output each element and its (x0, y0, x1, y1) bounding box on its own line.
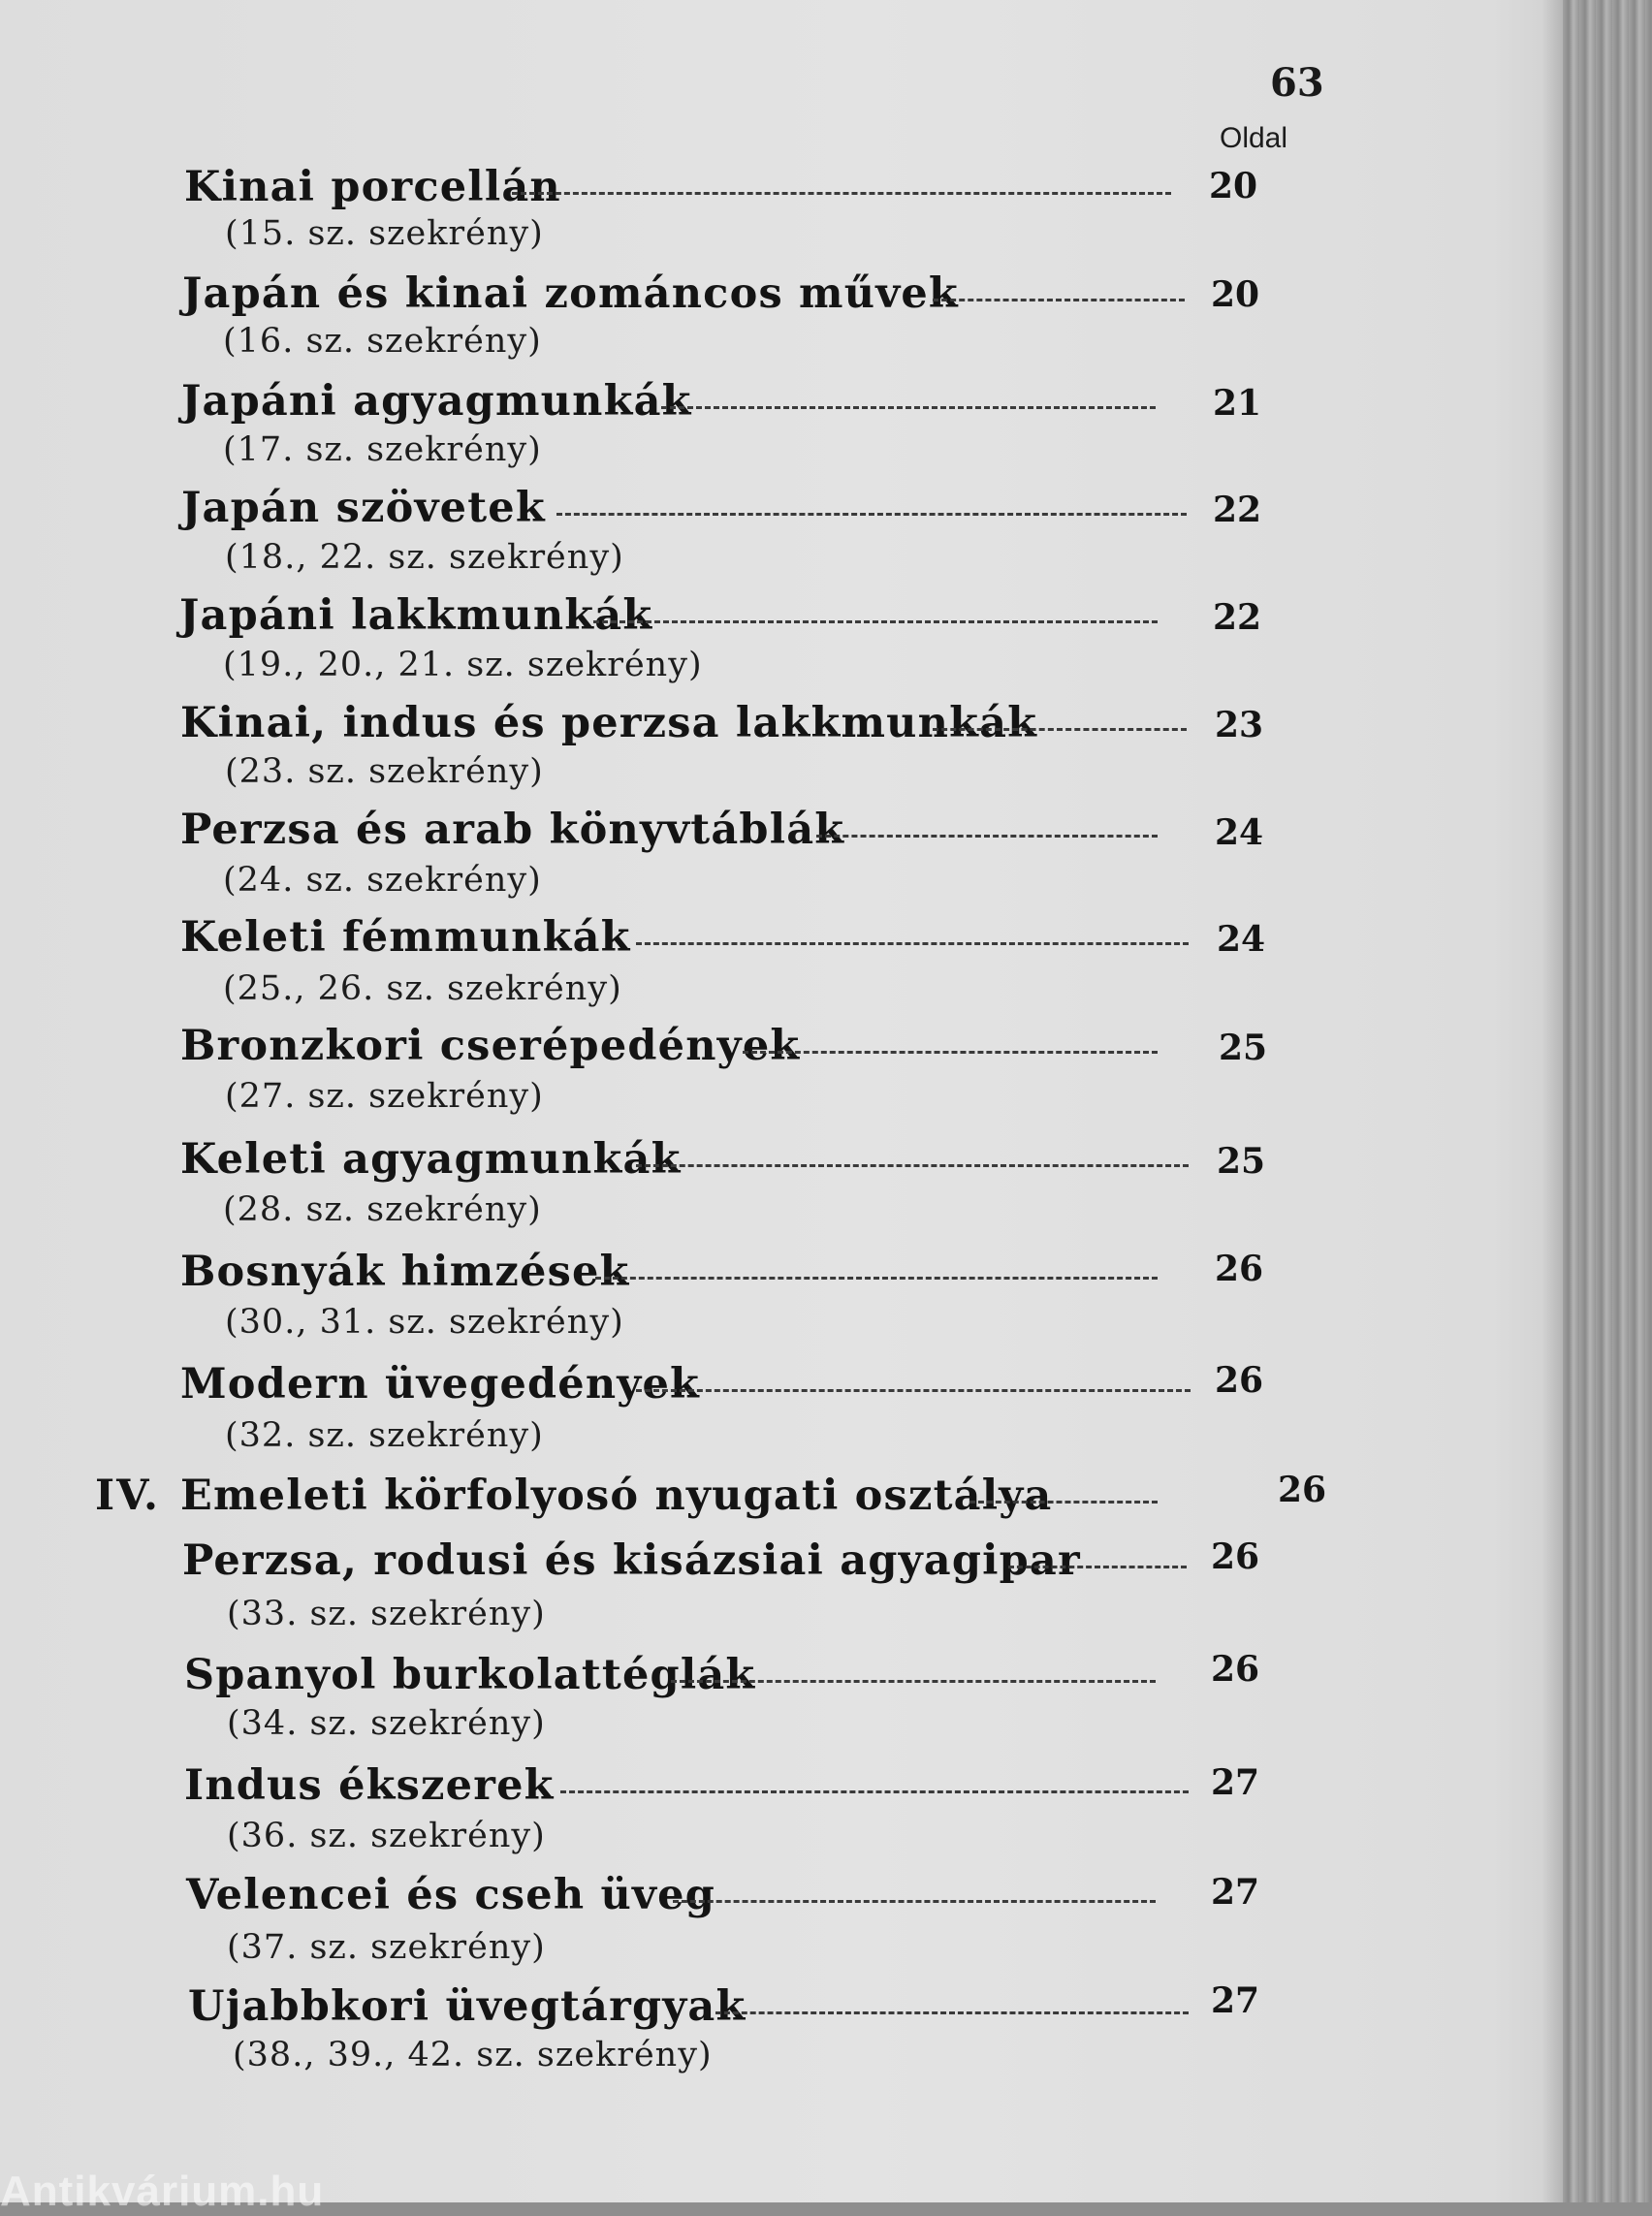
toc-entry-cabinet: (24. sz. szekrény) (223, 861, 542, 900)
dot-leader (661, 406, 1156, 409)
toc-entry-page: 22 (1213, 490, 1262, 530)
toc-entry-page: 26 (1215, 1249, 1264, 1289)
toc-entry-title: Spanyol burkolattéglák (184, 1651, 756, 1699)
dot-leader (933, 299, 1185, 301)
toc-entry-page: 20 (1209, 166, 1258, 206)
toc-entry-page: 24 (1215, 812, 1264, 853)
toc-entry-title: Bosnyák himzések (180, 1248, 630, 1296)
toc-entry-page: 27 (1211, 1762, 1260, 1803)
toc-entry-cabinet: (23. sz. szekrény) (225, 752, 544, 791)
toc-entry-cabinet: (15. sz. szekrény) (225, 214, 544, 253)
dot-leader (671, 1680, 1156, 1683)
toc-entry-title: Kinai, indus és perzsa lakkmunkák (180, 699, 1038, 747)
dot-leader (933, 728, 1187, 731)
section-title: Emeleti körfolyosó nyugati osztálya (180, 1472, 1053, 1520)
dot-leader (636, 942, 1189, 945)
toc-entry-title: Keleti agyagmunkák (180, 1135, 682, 1184)
toc-entry-title: Indus ékszerek (184, 1761, 555, 1810)
toc-entry-page: 26 (1211, 1536, 1260, 1577)
dot-leader (556, 513, 1187, 516)
page-number: 63 (1270, 60, 1324, 106)
toc-entry-cabinet: (28. sz. szekrény) (223, 1190, 542, 1229)
toc-entry-page: 26 (1215, 1360, 1264, 1401)
toc-entry-page: 22 (1213, 597, 1262, 638)
toc-entry-title: Japán és kinai zománcos művek (182, 269, 959, 318)
dot-leader (560, 1790, 1189, 1793)
toc-entry-cabinet: (36. sz. szekrény) (227, 1817, 546, 1855)
toc-entry-title: Japán szövetek (181, 484, 546, 532)
toc-entry-title: Kinai porcellán (184, 163, 561, 211)
dot-leader (743, 1051, 1158, 1054)
dot-leader (593, 620, 1158, 623)
toc-entry-title: Japáni lakkmunkák (179, 591, 653, 640)
toc-entry-cabinet: (38., 39., 42. sz. szekrény) (233, 2036, 713, 2074)
toc-entry-page: 25 (1217, 1141, 1266, 1182)
dot-leader (636, 1389, 1191, 1392)
toc-entry-page: 27 (1211, 1980, 1260, 2021)
dot-leader (969, 1501, 1158, 1504)
toc-entry-cabinet: (19., 20., 21. sz. szekrény) (223, 646, 703, 684)
book-page-edges (1563, 0, 1652, 2202)
dot-leader (715, 2011, 1189, 2014)
toc-entry-cabinet: (30., 31. sz. szekrény) (225, 1303, 624, 1342)
dot-leader (636, 1164, 1189, 1167)
watermark: Antikvárium.hu (0, 2168, 325, 2215)
toc-entry-cabinet: (17. sz. szekrény) (223, 430, 542, 469)
toc-entry-page: 26 (1211, 1649, 1260, 1690)
toc-entry-cabinet: (18., 22. sz. szekrény) (225, 538, 624, 577)
toc-entry-page: 21 (1213, 383, 1262, 424)
toc-entry-page: 23 (1215, 705, 1264, 745)
toc-entry-title: Perzsa és arab könyvtáblák (180, 806, 845, 854)
toc-entry-title: Modern üvegedények (180, 1360, 701, 1409)
toc-entry-cabinet: (32. sz. szekrény) (225, 1416, 544, 1455)
dot-leader (673, 1900, 1156, 1903)
toc-entry-title: Perzsa, rodusi és kisázsiai agyagipar (182, 1536, 1081, 1585)
toc-entry-page: 27 (1211, 1872, 1260, 1913)
toc-entry-page: 25 (1219, 1028, 1268, 1068)
toc-entry-page: 20 (1211, 274, 1260, 315)
toc-entry-title: Keleti fémmunkák (180, 913, 631, 962)
toc-entry-cabinet: (16. sz. szekrény) (223, 322, 542, 361)
toc-entry-title: Japáni agyagmunkák (181, 377, 692, 426)
dot-leader (512, 192, 1171, 195)
toc-entry-cabinet: (27. sz. szekrény) (225, 1077, 544, 1116)
toc-entry-title: Velencei és cseh üveg (186, 1871, 715, 1919)
toc-entry-cabinet: (34. sz. szekrény) (227, 1704, 546, 1743)
toc-entry-title: Bronzkori cserépedények (180, 1022, 801, 1070)
page-column-header: Oldal (1220, 122, 1288, 154)
toc-entry-cabinet: (37. sz. szekrény) (227, 1928, 546, 1967)
toc-entry-cabinet: (33. sz. szekrény) (227, 1595, 546, 1633)
toc-entry-title: Ujabbkori üvegtárgyak (188, 1982, 747, 2031)
toc-entry-cabinet: (25., 26. sz. szekrény) (223, 969, 622, 1008)
section-page: 26 (1278, 1470, 1327, 1510)
dot-leader (1008, 1566, 1187, 1568)
dot-leader (595, 1277, 1158, 1280)
dot-leader (816, 835, 1158, 838)
section-numeral: IV. (95, 1472, 160, 1520)
toc-entry-page: 24 (1217, 919, 1266, 960)
